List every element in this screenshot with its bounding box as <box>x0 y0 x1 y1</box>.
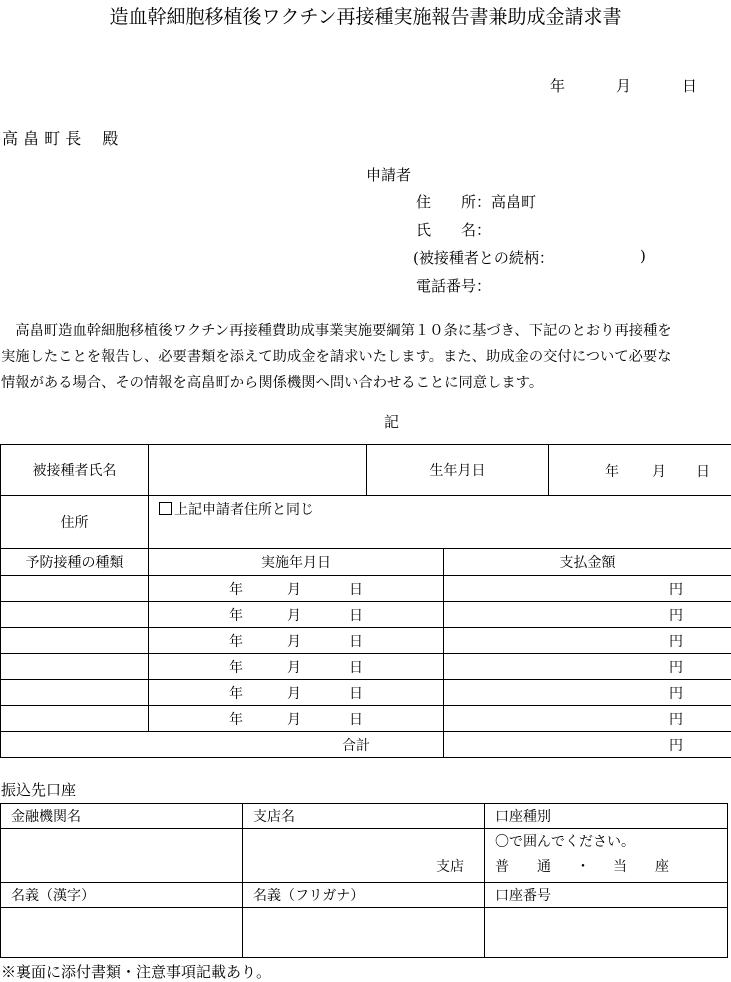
yen-label: 円 <box>669 686 683 702</box>
date-day: 日 <box>349 631 363 651</box>
date-month: 月 <box>287 605 301 625</box>
addressee: 高 畠 町 長 殿 <box>2 126 118 149</box>
yen-label: 円 <box>669 634 683 650</box>
same-address-checkbox[interactable] <box>159 502 172 515</box>
total-amount-field[interactable] <box>444 732 731 758</box>
yen-label: 円 <box>669 660 683 676</box>
date-month: 月 <box>287 657 301 677</box>
payment-amount-field[interactable] <box>444 706 731 732</box>
payment-amount-field[interactable] <box>444 628 731 654</box>
dob-year: 年 <box>605 461 619 481</box>
institution-field[interactable] <box>1 829 243 883</box>
date-day: 日 <box>349 683 363 703</box>
dob-month: 月 <box>652 461 666 481</box>
patient-table <box>0 444 731 549</box>
yen-label: 円 <box>669 608 683 624</box>
vaccine-table <box>0 548 731 758</box>
vaccine-row <box>1 680 731 706</box>
date-day: 日 <box>349 605 363 625</box>
patient-name-label: 被接種者氏名 <box>1 445 149 496</box>
payment-amount-field[interactable] <box>444 602 731 628</box>
vaccine-type-field[interactable] <box>1 602 149 628</box>
vaccine-row <box>1 706 731 732</box>
vaccination-date-field[interactable] <box>149 628 444 654</box>
date-year: 年 <box>229 605 243 625</box>
holder-kanji-field[interactable] <box>1 908 243 958</box>
date-month: 月 <box>287 579 301 599</box>
relation-close-paren: ) <box>640 247 646 265</box>
vaccination-date-header: 実施年月日 <box>149 549 444 576</box>
vaccine-row <box>1 576 731 602</box>
payment-amount-header: 支払金額 <box>444 549 731 576</box>
vaccine-row <box>1 654 731 680</box>
applicant-name-label: 氏 名： <box>416 219 491 240</box>
date-day: 日 <box>349 657 363 677</box>
ki-label: 記 <box>384 411 399 432</box>
body-line-1: 高畠町造血幹細胞移植後ワクチン再接種費助成事業実施要綱第１０条に基づき、下記のとおり再接種を <box>1 320 672 340</box>
bank-table <box>0 803 728 958</box>
date-year: 年 <box>229 657 243 677</box>
account-type-field <box>485 829 728 883</box>
vaccine-row <box>1 628 731 654</box>
branch-suffix: 支店 <box>436 859 464 875</box>
account-type-options <box>495 856 727 876</box>
payment-amount-field[interactable] <box>444 680 731 706</box>
applicant-phone-label: 電話番号： <box>416 275 491 296</box>
applicant-address <box>416 191 536 212</box>
account-type-label: 口座種別 <box>485 804 728 829</box>
date-year-label: 年 <box>550 75 565 96</box>
holder-kana-field[interactable] <box>243 908 485 958</box>
branch-field[interactable] <box>243 829 485 883</box>
date-year: 年 <box>229 631 243 651</box>
body-line-2: 実施したことを報告し、必要書類を添えて助成金を請求いたします。また、助成金の交付について必要な <box>1 346 672 366</box>
total-label: 合計 <box>1 732 444 758</box>
date-day: 日 <box>349 709 363 729</box>
payment-amount-field[interactable] <box>444 654 731 680</box>
vaccination-date-field[interactable] <box>149 602 444 628</box>
patient-address-label: 住所 <box>1 496 149 549</box>
yen-label: 円 <box>669 712 683 728</box>
bank-section-label: 振込先口座 <box>1 779 76 800</box>
date-day-label: 日 <box>682 75 697 96</box>
relation-label: (被接種者との続柄： <box>413 249 554 267</box>
circle-note: 〇で囲んでください。 <box>495 831 727 851</box>
date-year: 年 <box>229 579 243 599</box>
vaccine-type-field[interactable] <box>1 706 149 732</box>
account-number-field[interactable] <box>485 908 728 958</box>
vaccine-type-header: 予防接種の種類 <box>1 549 149 576</box>
dob-field[interactable] <box>549 445 731 496</box>
vaccine-type-field[interactable] <box>1 680 149 706</box>
vaccination-date-field[interactable] <box>149 680 444 706</box>
vaccine-type-field[interactable] <box>1 576 149 602</box>
vaccination-date-field[interactable] <box>149 576 444 602</box>
holder-kanji-label: 名義（漢字） <box>1 883 243 908</box>
same-address-label: 上記申請者住所と同じ <box>174 502 314 518</box>
patient-address-field[interactable] <box>149 496 731 549</box>
account-type-ordinary[interactable]: 普 通 <box>495 859 551 875</box>
date-day: 日 <box>349 579 363 599</box>
vaccine-type-field[interactable] <box>1 628 149 654</box>
dob-day: 日 <box>696 461 710 481</box>
account-type-separator: ・ <box>565 856 601 876</box>
account-type-current[interactable]: 当 座 <box>613 859 669 875</box>
body-line-3: 情報がある場合、その情報を高畠町から関係機関へ問い合わせることに同意します。 <box>1 372 543 392</box>
vaccination-date-field[interactable] <box>149 706 444 732</box>
vaccination-date-field[interactable] <box>149 654 444 680</box>
date-month: 月 <box>287 631 301 651</box>
branch-label: 支店名 <box>243 804 485 829</box>
dob-label: 生年月日 <box>367 445 549 496</box>
applicant-relation <box>413 247 554 268</box>
footnote: ※裏面に添付書類・注意事項記載あり。 <box>1 961 271 982</box>
holder-kana-label: 名義（フリガナ） <box>243 883 485 908</box>
vaccine-row <box>1 602 731 628</box>
yen-label: 円 <box>669 738 683 754</box>
patient-name-field[interactable] <box>149 445 367 496</box>
document-title: 造血幹細胞移植後ワクチン再接種実施報告書兼助成金請求書 <box>0 2 731 29</box>
vaccine-type-field[interactable] <box>1 654 149 680</box>
date-month: 月 <box>287 709 301 729</box>
address-value: 高畠町 <box>491 193 536 211</box>
address-label: 住 所： <box>416 193 491 211</box>
payment-amount-field[interactable] <box>444 576 731 602</box>
yen-label: 円 <box>669 582 683 598</box>
account-number-label: 口座番号 <box>485 883 728 908</box>
applicant-heading: 申請者 <box>366 164 411 185</box>
date-month: 月 <box>287 683 301 703</box>
date-year: 年 <box>229 683 243 703</box>
date-month-label: 月 <box>616 75 631 96</box>
institution-label: 金融機関名 <box>1 804 243 829</box>
total-row <box>1 732 731 758</box>
date-year: 年 <box>229 709 243 729</box>
